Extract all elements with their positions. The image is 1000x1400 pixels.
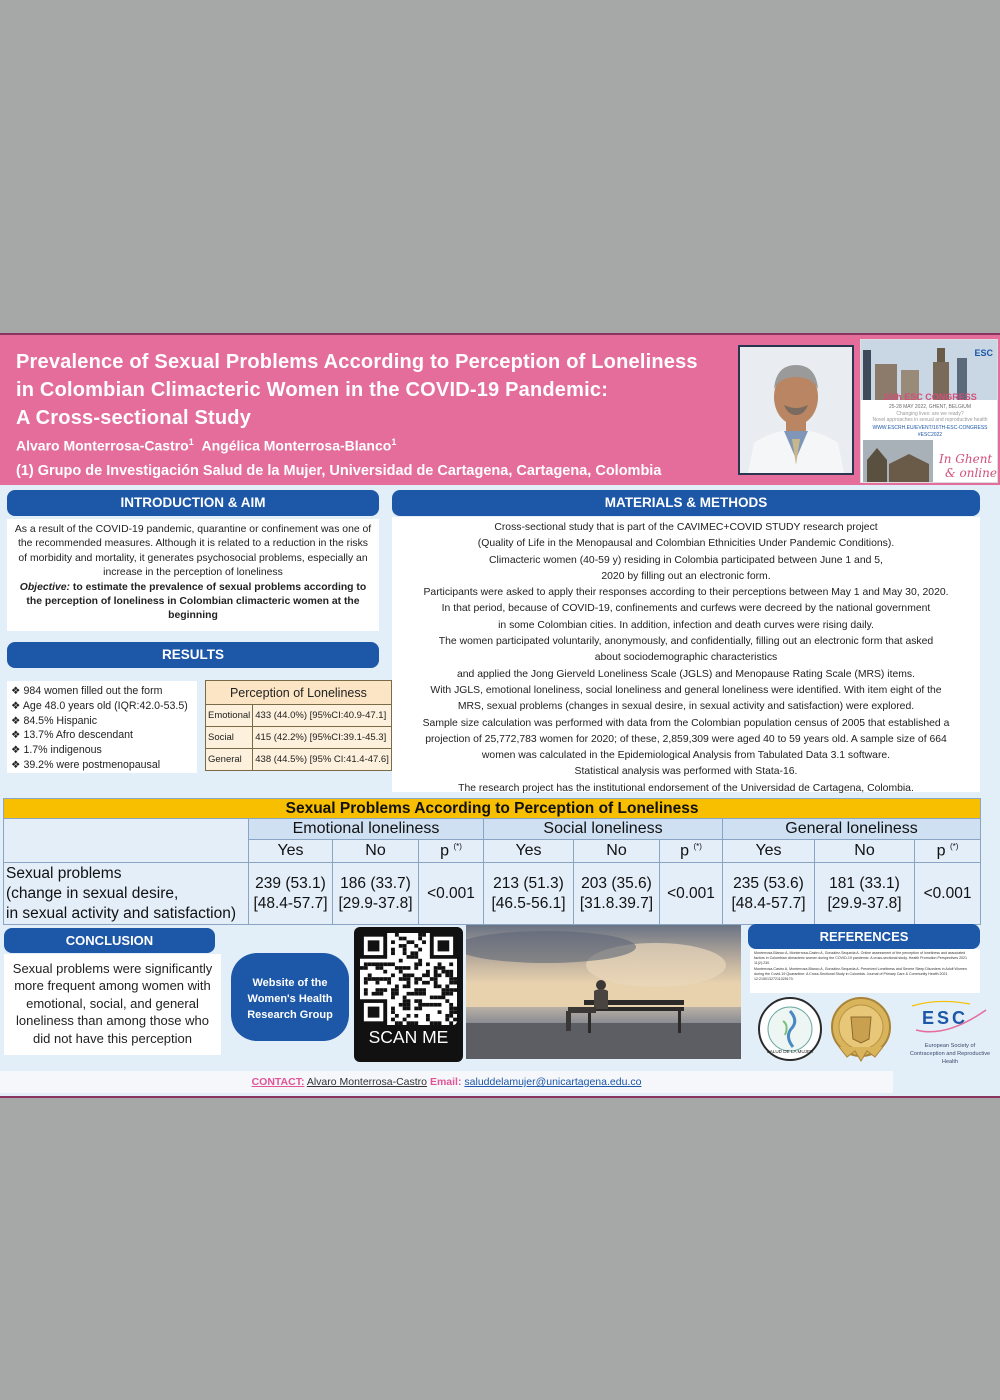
conclusion-panel: Sexual problems were significantly more frequent among women with emotional, social, and general loneliness than among those who did not have this perception bbox=[4, 954, 221, 1055]
esc-logo bbox=[898, 998, 994, 1078]
author-2-sup: 1 bbox=[391, 437, 397, 447]
congress-dates: 25-28 MAY 2022, GHENT, BELGIUM bbox=[888, 404, 972, 410]
results-bullets bbox=[11, 684, 193, 773]
results-bullet: ❖ 1.7% indigenous bbox=[11, 744, 102, 757]
website-label-1: Website of the bbox=[252, 977, 328, 989]
methods-line: Cross-sectional study that is part of the CAVIMEC+COVID STUDY research project bbox=[494, 522, 878, 533]
table-corner bbox=[4, 819, 249, 863]
methods-line: With JGLS, emotional loneliness, social loneliness and general loneliness were identified. With item eight of the bbox=[430, 684, 942, 696]
methods-line: 2020 by filling out an electronic form. bbox=[601, 570, 771, 582]
group-social: Social loneliness bbox=[484, 819, 723, 840]
references-heading: REFERENCES bbox=[748, 924, 980, 949]
qr-label: SCAN ME bbox=[368, 1027, 449, 1047]
poster-title-line-3: A Cross-sectional Study bbox=[16, 407, 252, 429]
results-panel bbox=[7, 681, 197, 773]
loneliness-value: 433 (44.0%) [95%CI:40.9-47.1] bbox=[253, 705, 392, 727]
results-bullet: ❖ 39.2% were postmenopausal bbox=[11, 758, 161, 771]
contact-name[interactable]: Alvaro Monterrosa-Castro bbox=[306, 1076, 428, 1088]
contact-email[interactable]: saluddelamujer@unicartagena.edu.co bbox=[464, 1076, 642, 1088]
methods-panel bbox=[392, 517, 980, 792]
loneliness-label: Emotional bbox=[206, 705, 253, 727]
col-no: No bbox=[815, 840, 915, 863]
website-label-2: Women's Health bbox=[247, 993, 333, 1005]
methods-line: The women participated voluntarily, anonymously, and confidentially, filling out an electronic form that asked bbox=[438, 636, 934, 648]
congress-banner bbox=[860, 339, 998, 483]
loneliness-table bbox=[205, 680, 392, 771]
loneliness-label: General bbox=[206, 749, 253, 771]
esc-logo-caption: European Society of Contraception and Reproductive Health bbox=[909, 1043, 991, 1065]
loneliness-value: 438 (44.5%) [95% CI:41.4-47.6] bbox=[253, 749, 392, 771]
intro-body: As a result of the COVID-19 pandemic, quarantine or confinement was one of the recommended measures. Although it is related to a reduction in the risks of morbidity and mortality, it generates psychosocial problems, especially an increase in the perception of loneliness bbox=[14, 524, 372, 579]
university-seal-image bbox=[829, 995, 893, 1063]
affiliation: (1) Grupo de Investigación Salud de la Mujer, Universidad de Cartagena, Cartagena, Colombia bbox=[16, 463, 662, 479]
poster bbox=[0, 333, 1000, 1098]
congress-script: In Ghent bbox=[939, 452, 993, 466]
results-bullet: ❖ Age 48.0 years old (IQR:42.0-53.5) bbox=[11, 699, 188, 712]
results-heading: RESULTS bbox=[7, 642, 379, 668]
website-button[interactable] bbox=[231, 953, 349, 1041]
methods-line: (Quality of Life in the Menopausal and Colombian Ethnicities Under Pandemic Conditions). bbox=[477, 538, 895, 550]
results-bullet: ❖ 84.5% Hispanic bbox=[11, 714, 98, 727]
group-emotional: Emotional loneliness bbox=[249, 819, 484, 840]
col-no: No bbox=[333, 840, 419, 863]
author-1: Alvaro Monterrosa-Castro bbox=[16, 437, 189, 454]
cell-p: <0.001 bbox=[419, 863, 484, 925]
col-yes: Yes bbox=[484, 840, 574, 863]
row-label: Sexual problems (change in sexual desire, in sexual activity and satisfaction) bbox=[4, 863, 249, 925]
methods-line: Participants were asked to apply their responses according to their perceptions between May 1 and May 30, 2020. bbox=[423, 587, 949, 599]
cell-no: 186 (33.7) [29.9-37.8] bbox=[333, 863, 419, 925]
references-panel bbox=[750, 949, 980, 993]
poster-title-line-2: in Colombian Climacteric Women in the COVID-19 Pandemic: bbox=[16, 379, 609, 401]
results-bullet: ❖ 984 women filled out the form bbox=[11, 685, 163, 697]
intro-panel bbox=[7, 519, 379, 631]
qr-code-icon bbox=[360, 933, 457, 1025]
methods-line: women was calculated in the Epidemiological Analysis from Tabulated Data 3.1 software. bbox=[481, 750, 891, 762]
col-p: p (*) bbox=[419, 840, 484, 863]
loneliness-row bbox=[206, 705, 392, 727]
col-yes: Yes bbox=[723, 840, 815, 863]
author-photo-image bbox=[740, 347, 852, 473]
poster-title-line-1: Prevalence of Sexual Problems According to Perception of Loneliness bbox=[16, 351, 698, 373]
contact-label: CONTACT: bbox=[251, 1076, 305, 1088]
congress-hashtag: #ESC2022 bbox=[917, 432, 943, 438]
loneliness-row bbox=[206, 749, 392, 771]
cell-p: <0.001 bbox=[915, 863, 981, 925]
table-row bbox=[4, 863, 981, 925]
methods-line: MRS, sexual problems (changes in sexual desire, in sexual activity and satisfaction) were explored. bbox=[457, 701, 915, 713]
reference-item: Monterrosa-Blanco A, Monterrosa-Castro A, González-Sequeda A. Online assessment of the perception of loneliness and associated factors in Colombian climacteric women during the COVID-19 pandemic: A cross-sectional study. Health Promotion Perspectives 2021 11(2):230. bbox=[754, 951, 968, 966]
methods-line: Statistical analysis was performed with Stata-16. bbox=[574, 766, 798, 778]
cell-no: 181 (33.1) [29.9-37.8] bbox=[815, 863, 915, 925]
results-bullet: ❖ 13.7% Afro descendant bbox=[11, 729, 134, 742]
sexual-problems-table-title: Sexual Problems According to Perception of Loneliness bbox=[4, 799, 981, 819]
methods-line: and applied the Jong Gierveld Loneliness Scale (JGLS) and Menopause Rating Scale (MRS) items. bbox=[456, 668, 915, 680]
research-group-seal-text: SALUD DE LA MUJER bbox=[766, 1049, 814, 1054]
methods-line: projection of 25,772,783 women for 2020; of these, 2,859,309 were aged 40 to 59 years old. A sample size of 664 bbox=[425, 733, 947, 745]
objective-label: Objective: bbox=[19, 581, 70, 593]
bench-photo bbox=[466, 925, 741, 1059]
congress-script-2: & online bbox=[945, 466, 997, 480]
poster-header bbox=[0, 335, 1000, 485]
methods-line: Climacteric women (40-59 y) residing in Colombia participated between June 1 and 5, bbox=[489, 554, 883, 566]
sexual-problems-table bbox=[3, 798, 981, 925]
author-2: Angélica Monterrosa-Blanco bbox=[201, 437, 392, 454]
methods-line: Sample size calculation was performed with data from the Colombian population census of 2005 that established a bbox=[422, 717, 950, 729]
loneliness-table-title: Perception of Loneliness bbox=[206, 681, 392, 705]
cell-p: <0.001 bbox=[660, 863, 723, 925]
contact-bar bbox=[0, 1071, 893, 1093]
col-p: p (*) bbox=[660, 840, 723, 863]
cell-yes: 239 (53.1) [48.4-57.7] bbox=[249, 863, 333, 925]
esc-logo-swoosh bbox=[898, 998, 994, 1038]
cell-yes: 235 (53.6) [48.4-57.7] bbox=[723, 863, 815, 925]
qr-code-pattern bbox=[360, 933, 457, 1025]
cell-yes: 213 (51.3) [46.5-56.1] bbox=[484, 863, 574, 925]
congress-tagline-2: Novel approaches in sexual and reproductive health bbox=[872, 417, 988, 423]
col-p: p (*) bbox=[915, 840, 981, 863]
university-seal bbox=[829, 995, 893, 1063]
reference-item: Monterrosa-Castro A, Monterrosa-Blanco A, González-Sequeda A. Perceived Loneliness and Severe Sleep Disorders in Adult Women during the Covid-19 Quarantine: A Cross-Sectional Study in Colombia. Journal of Primary Care & Community Health 2021 12:21501327211025170. bbox=[754, 966, 967, 982]
intro-heading: INTRODUCTION & AIM bbox=[7, 490, 379, 516]
research-group-seal bbox=[755, 995, 825, 1063]
qr-code[interactable] bbox=[354, 927, 463, 1062]
bench-photo-image bbox=[466, 925, 741, 1059]
authors bbox=[16, 437, 396, 454]
group-general: General loneliness bbox=[723, 819, 981, 840]
esc-logo-text: ESC bbox=[922, 1008, 969, 1028]
methods-line: In that period, because of COVID-19, confinements and curfews were decreed by the national government bbox=[441, 603, 931, 615]
methods-line: The research project has the institutional endorsement of the Universidad de Cartagena, Colombia. bbox=[458, 782, 914, 794]
loneliness-value: 415 (42.2%) [95%CI:39.1-45.3] bbox=[253, 727, 392, 749]
col-no: No bbox=[574, 840, 660, 863]
email-label: Email: bbox=[429, 1076, 462, 1088]
congress-url: WWW.ESCRH.EU/EVENT/16TH-ESC-CONGRESS bbox=[872, 425, 988, 431]
col-yes: Yes bbox=[249, 840, 333, 863]
congress-building-image bbox=[863, 440, 933, 483]
author-photo bbox=[738, 345, 854, 475]
author-1-sup: 1 bbox=[188, 437, 194, 447]
conclusion-heading: CONCLUSION bbox=[4, 928, 215, 953]
methods-heading: MATERIALS & METHODS bbox=[392, 490, 980, 516]
loneliness-row bbox=[206, 727, 392, 749]
methods-line: about sociodemographic characteristics bbox=[594, 652, 778, 664]
methods-line: in some Colombian cities. In addition, infection and death curves were rising daily. bbox=[498, 619, 874, 631]
loneliness-label: Social bbox=[206, 727, 253, 749]
congress-esc-logo: ESC bbox=[974, 348, 993, 358]
website-label-3: Research Group bbox=[247, 1009, 333, 1021]
congress-name: 16th ESC CONGRESS bbox=[883, 392, 977, 402]
objective-text: to estimate the prevalence of sexual problems according to the perception of loneliness in Colombian climacteric women at the beginning bbox=[26, 581, 367, 622]
congress-tagline-1: Changing lives: are we ready? bbox=[896, 411, 964, 417]
cell-no: 203 (35.6) [31.8.39.7] bbox=[574, 863, 660, 925]
